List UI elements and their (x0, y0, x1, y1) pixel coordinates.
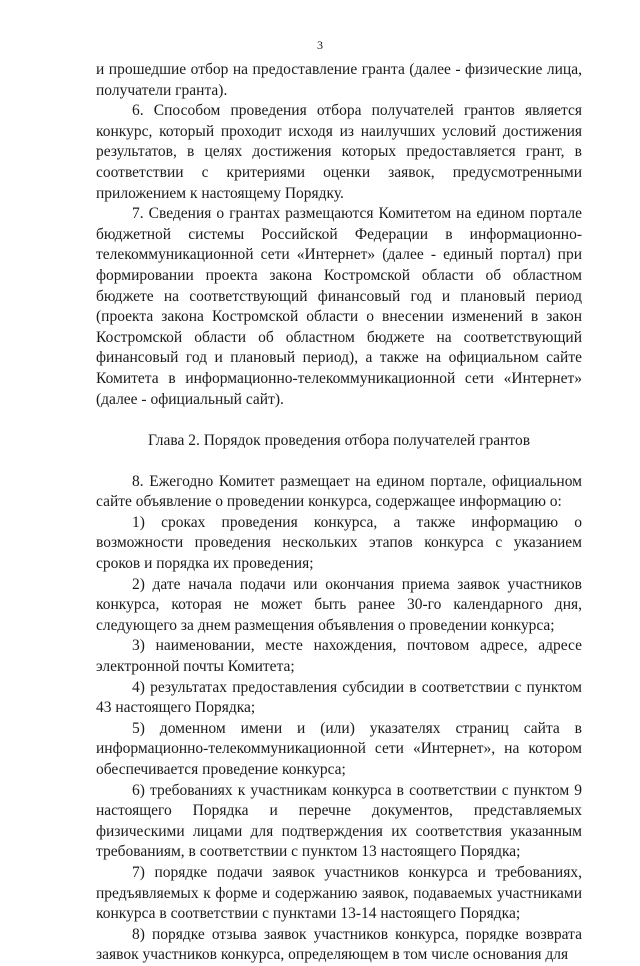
list-item: 8) порядке отзыва заявок участников конкурса, порядке возврата заявок участников конкурса, определяющем в том числе основания для (96, 925, 582, 964)
list-item: 5) доменном имени и (или) указателях страниц сайта в информационно-телекоммуникационной сети «Интернет», на котором обеспечивается проведение конкурса; (96, 719, 582, 778)
list-item: 4) результатах предоставления субсидии в соответствии с пунктом 43 настоящего Порядка; (96, 678, 582, 717)
paragraph: 8. Ежегодно Комитет размещает на едином портале, официальном сайте объявление о проведении конкурса, содержащее информацию о: (96, 472, 582, 511)
list-item: 1) сроках проведения конкурса, а также информацию о возможности проведения нескольких этапов конкурса с указанием сроков и порядка их проведения; (96, 513, 582, 573)
page-number: 3 (317, 38, 323, 52)
list-item: 7) порядке подачи заявок участников конкурса и требованиях, предъявляемых к форме и содержанию заявок, подаваемых участниками конкурса в соответствии с пунктами 13-14 настоящего Порядка; (96, 863, 582, 923)
chapter-title: Глава 2. Порядок проведения отбора получателей грантов (147, 432, 531, 450)
document-body (96, 60, 582, 966)
paragraph: 6. Способом проведения отбора получателей грантов является конкурс, который проходит исходя из наилучших условий достижения результатов, в целях достижения которых предоставляется грант, в соответствии с критериями оценки заявок, предусмотренными приложением к настоящему Порядку. (96, 102, 582, 202)
list-item: 2) дате начала подачи или окончания приема заявок участников конкурса, которая не может быть ранее 30-го календарного дня, следующего за днем размещения объявления о проведении конкурса; (96, 575, 582, 634)
paragraph: и прошедшие отбор на предоставление гранта (далее - физические лица, получатели гранта). (96, 61, 582, 99)
list-item: 6) требованиях к участникам конкурса в соответствии с пунктом 9 настоящего Порядка и перечне документов, представляемых физическими лицами для подтверждения их соответствия указанным требованиям, в соответствии с пунктом 13 настоящего Порядка; (96, 781, 582, 861)
list-item: 3) наименовании, месте нахождения, почтовом адресе, адресе электронной почты Комитета; (96, 637, 582, 676)
paragraph: 7. Сведения о грантах размещаются Комитетом на едином портале бюджетной системы Российской Федерации в информационно-телекоммуникационной сети «Интернет» (далее - единый портал) при формировании проекта закона Костромской области об областном бюджете на соответствующий финансовый год и плановый период (проекта закона Костромской области о внесении изменений в закон Костромской области об областном бюджете на соответствующий финансовый год и плановый период), а также на официальном сайте Комитета в информационно-телекоммуникационной сети «Интернет» (далее - официальный сайт). (96, 205, 582, 408)
